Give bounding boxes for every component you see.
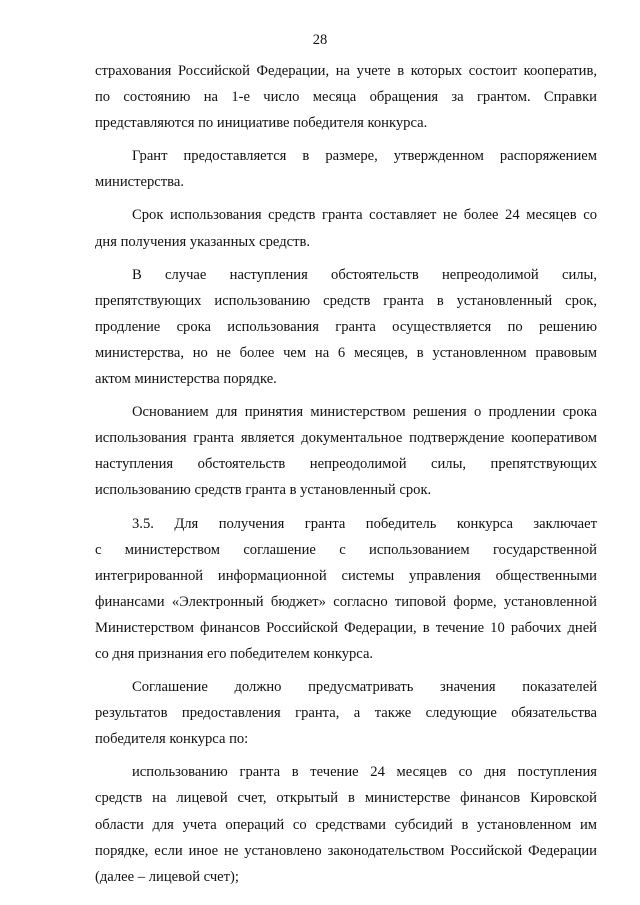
text-line: порядке, если иное не установлено законодательством Российской Федерации (95, 842, 597, 859)
text-line: Соглашение должно предусматривать значения показателей (132, 679, 597, 696)
text-line: Грант предоставляется в размере, утвержденном распоряжением (132, 148, 597, 165)
paragraph-grant-amount (95, 143, 597, 195)
text-line: страхования Российской Федерации, на учете в которых состоит кооператив, (95, 63, 597, 79)
text-line: актом министерства порядке. (95, 371, 277, 388)
paragraph-usage-period (95, 202, 597, 254)
paragraph-certificates (95, 58, 597, 136)
text-line: продление срока использования гранта осуществляется по решению (95, 318, 597, 335)
text-line: использованию гранта в течение 24 месяцев со дня поступления (132, 764, 597, 781)
text-line: министерства. (95, 174, 184, 191)
text-line: финансами «Электронный бюджет» согласно типовой форме, установленной (95, 593, 597, 610)
document-body (95, 58, 597, 890)
text-line: дня получения указанных средств. (95, 233, 311, 250)
text-line: по состоянию на 1-е число месяца обращения за грантом. Справки (95, 89, 597, 106)
paragraph-grant-usage-obligation (95, 759, 597, 889)
text-line: средств на лицевой счет, открытый в министерстве финансов Кировской (95, 790, 597, 807)
text-line: со дня признания его победителем конкурса. (95, 645, 374, 662)
text-line: представляются по инициативе победителя конкурса. (95, 115, 428, 132)
text-line: 3.5. Для получения гранта победитель конкурса заключает (132, 515, 597, 532)
text-line: (далее – лицевой счет); (95, 868, 239, 885)
text-line: результатов предоставления гранта, а также следующие обязательства (95, 705, 597, 722)
page-number: 28 (312, 32, 328, 48)
text-line: области для учета операций со средствами субсидий в установленном им (95, 816, 597, 833)
text-line: наступления обстоятельств непреодолимой силы, препятствующих (95, 456, 597, 473)
text-line: победителя конкурса по: (95, 731, 249, 748)
paragraph-extension-basis (95, 399, 597, 503)
text-line: с министерством соглашение с использованием государственной (95, 541, 597, 558)
text-line: использованию средств гранта в установленный срок. (95, 482, 432, 499)
paragraph-agreement-terms (95, 674, 597, 752)
text-line: препятствующих использованию средств гранта в установленный срок, (95, 292, 597, 309)
text-line: Основанием для принятия министерством решения о продлении срока (132, 404, 597, 421)
text-line: Министерством финансов Российской Федерации, в течение 10 рабочих дней (95, 619, 597, 636)
text-line: использования гранта является документальное подтверждение кооперативом (95, 430, 597, 447)
text-line: интегрированной информационной системы управления общественными (95, 567, 597, 584)
paragraph-section-3-5 (95, 511, 597, 668)
paragraph-force-majeure (95, 262, 597, 392)
text-line: Срок использования средств гранта составляет не более 24 месяцев со (132, 207, 597, 224)
text-line: В случае наступления обстоятельств непреодолимой силы, (132, 266, 597, 283)
text-line: министерства, но не более чем на 6 месяцев, в установленном правовым (95, 344, 597, 361)
